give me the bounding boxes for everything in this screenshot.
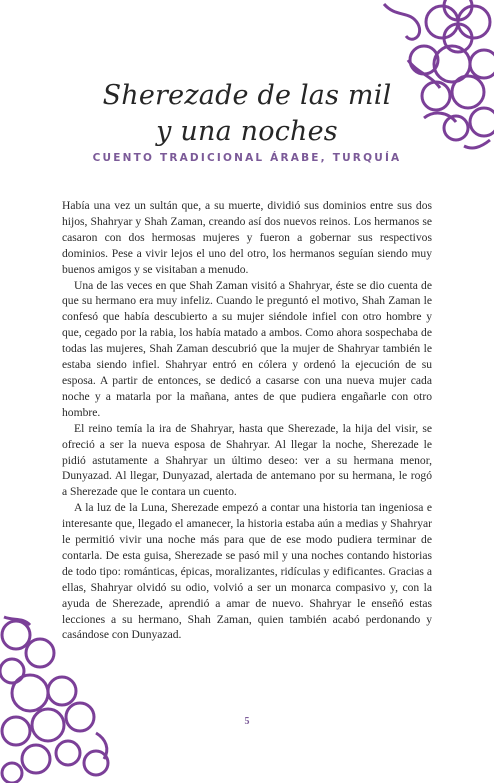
story-body [62,198,432,643]
paragraph: Una de las veces en que Shah Zaman visitó a Shahryar, éste se dio cuenta de que su hermano era muy infeliz. Cuando le preguntó el motivo, Shah Zaman le confesó que había descubierto a su mujer siéndole infiel con otro hombre y que, cegado por la rabia, los había matado a ambos. Como ahora sospechaba de todas las mujeres, Shah Zaman descubrió que la mujer de Shahryar también le estaba siendo infiel. Shahryar entró en cólera y ordenó la ejecución de su esposa. A partir de entonces, se dedicó a casarse con una nueva mujer cada noche y a matarla por la mañana, antes de que pudiera engañarle con otro hombre. [62,278,432,419]
title-line-1: Sherezade de las mil [102,80,392,111]
paragraph: Había una vez un sultán que, a su muerte, dividió sus dominios entre sus dos hijos, Shahryar y Shah Zaman, creando así dos nuevos reinos. Los hermanos se casaron con dos hermosas mujeres y fueron a gobernar sus respectivos dominios. Pese a vivir lejos el uno del otro, los hermanos seguían siendo muy buenos amigos y se visitaban a menudo. [62,199,432,276]
story-title [60,78,434,150]
title-line-2: y una noches [156,116,338,147]
story-subtitle: CUENTO TRADICIONAL ÁRABE, TURQUÍA [92,152,402,164]
paragraph: A la luz de la Luna, Sherezade empezó a contar una historia tan ingeniosa e interesante que, llegado el amanecer, la historia estaba aún a medias y Shahryar le permitió vivir una noche más para que de ese modo pudiera terminar de contarla. De esta guisa, Sherezade se pasó mil y una noches contando historias de todo tipo: románticas, épicas, moralizantes, ridículas y edificantes. Gracias a ellas, Shahryar olvidó su odio, volvió a ser un monarca compasivo y, con la ayuda de Sherezade, aprendió a amar de nuevo. Shahryar le enseñó estas lecciones a su hermano, Shah Zaman, quien también acabó perdonando y casándose con Dunyazad. [62,501,432,642]
page-number: 5 [244,716,250,727]
paragraph: El reino temía la ira de Shahryar, hasta que Sherezade, la hija del visir, se ofreció a ser la nueva esposa de Shahryar. Al llegar la noche, Sherezade le pidió astutamente a Shahryar un último deseo: ver a su hermana menor, Dunyazad. Al llegar, Dunyazad, alertada de antemano por su hermana, le rogó a Sherezade que le contara un cuento. [62,421,432,499]
